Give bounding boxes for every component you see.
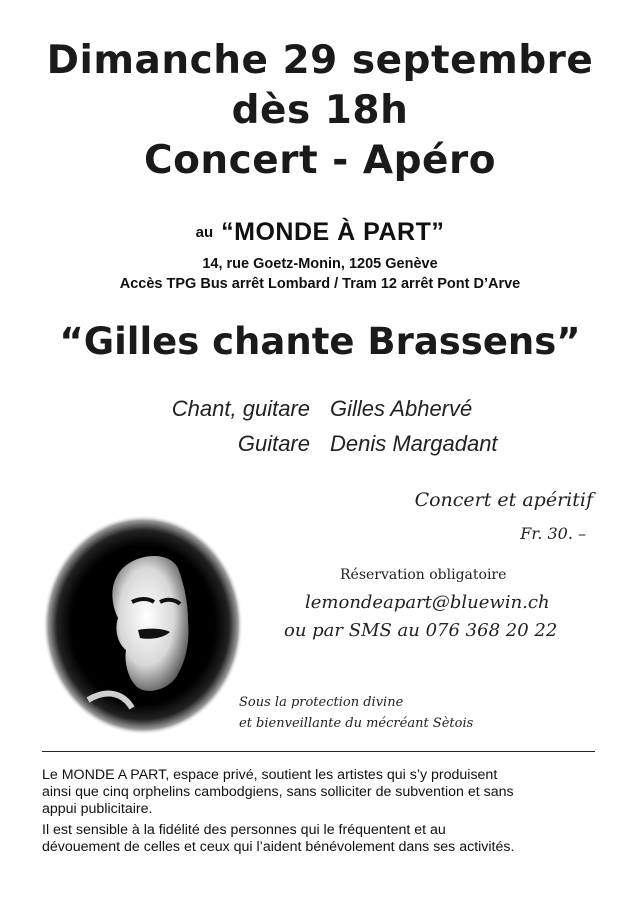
event-time: dès 18h	[231, 88, 409, 133]
venue-prefix: au	[195, 224, 214, 241]
reservation-label: Réservation obligatoire	[340, 567, 507, 583]
footer-line: dévouement de celles et ceux qui l’aident bénévolement dans ses activités.	[42, 839, 515, 855]
footer-line: appui publicitaire.	[42, 801, 153, 817]
venue-heading	[0, 218, 640, 247]
event-type: Concert - Apéro	[143, 138, 497, 183]
divider	[42, 751, 595, 752]
portrait-image	[28, 510, 258, 740]
venue-address: 14, rue Goetz-Monin, 1205 Genève	[202, 256, 438, 272]
venue-access: Accès TPG Bus arrêt Lombard / Tram 12 arrêt Pont D’Arve	[119, 276, 521, 292]
footer-line: Le MONDE A PART, espace privé, soutient les artistes qui s’y produisent	[42, 767, 498, 783]
offer-price: Fr. 30. –	[520, 524, 586, 543]
credit-role: Chant, guitare	[171, 396, 310, 421]
credit-role: Guitare	[237, 431, 310, 456]
footer-line: Il est sensible à la fidélité des personnes qui le fréquentent et au	[42, 822, 446, 838]
credit-name: Denis Margadant	[330, 431, 498, 456]
motto-line: et bienveillante du mécréant Sètois	[239, 716, 474, 731]
credit-name: Gilles Abhervé	[330, 396, 473, 421]
event-date: Dimanche 29 septembre	[46, 38, 594, 83]
venue-name: “MONDE À PART”	[221, 218, 445, 246]
reservation-email: lemondeapart@bluewin.ch	[305, 592, 550, 613]
offer-label: Concert et apéritif	[414, 489, 593, 511]
footer-line: ainsi que cinq orphelins cambodgiens, sans solliciter de subvention et sans	[42, 784, 514, 800]
show-title: “Gilles chante Brassens”	[59, 320, 581, 363]
reservation-sms: ou par SMS au 076 368 20 22	[284, 620, 558, 641]
motto-line: Sous la protection divine	[239, 695, 404, 710]
